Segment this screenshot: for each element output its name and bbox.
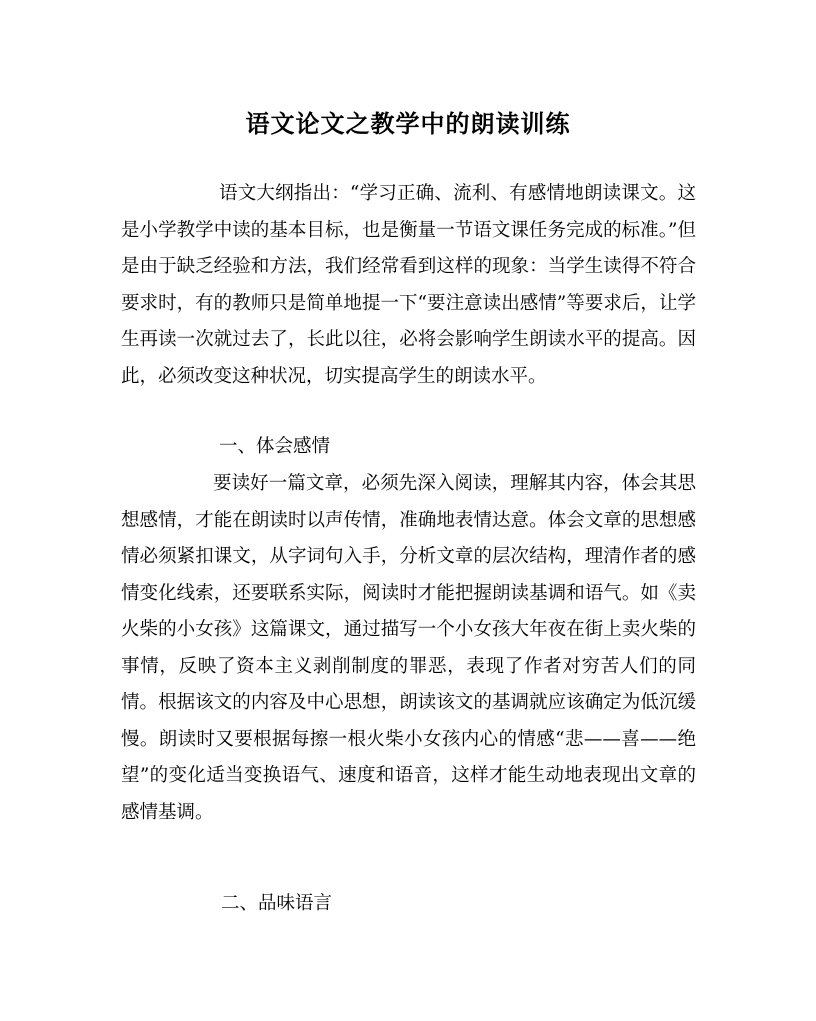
- section-heading-1: 一、体会感情: [219, 436, 331, 457]
- document-title: 语文论文之教学中的朗读训练: [245, 109, 571, 138]
- section-1-paragraph: 要读好一篇文章，必须先深入阅读，理解其内容，体会其思想感情，才能在朗读时以声传情，准确地表情达意。体会文章的思想感情必须紧扣课文，从字词句入手，分析文章的层次结构，理清作者的感情变化线索，还要联系实际，阅读时才能把握朗读基调和语气。如《卖火柴的小女孩》这篇课文，通过描写一个小女孩大年夜在街上卖火柴的事情，反映了资本主义剥削制度的罪恶，表现了作者对穷苦人们的同情。根据该文的内容及中心思想，朗读该文的基调就应该确定为低沉缓慢。朗读时又要根据每擦一根火柴小女孩内心的情感“悲——喜——绝望”的变化适当变换语气、速度和语音，这样才能生动地表现出文章的感情基调。: [121, 473, 696, 823]
- intro-paragraph: 语文大纲指出：“学习正确、流利、有感情地朗读课文。这是小学教学中读的基本目标，也是衡量一节语文课任务完成的标准。”但是由于缺乏经验和方法，我们经常看到这样的现象：当学生读得不符合要求时，有的教师只是简单地提一下“要注意读出感情”等要求后，让学生再读一次就过去了，长此以往，必将会影响学生朗读水平的提高。因此，必须改变这种状况，切实提高学生的朗读水平。: [121, 183, 696, 387]
- section-heading-2: 二、品味语言: [221, 893, 333, 914]
